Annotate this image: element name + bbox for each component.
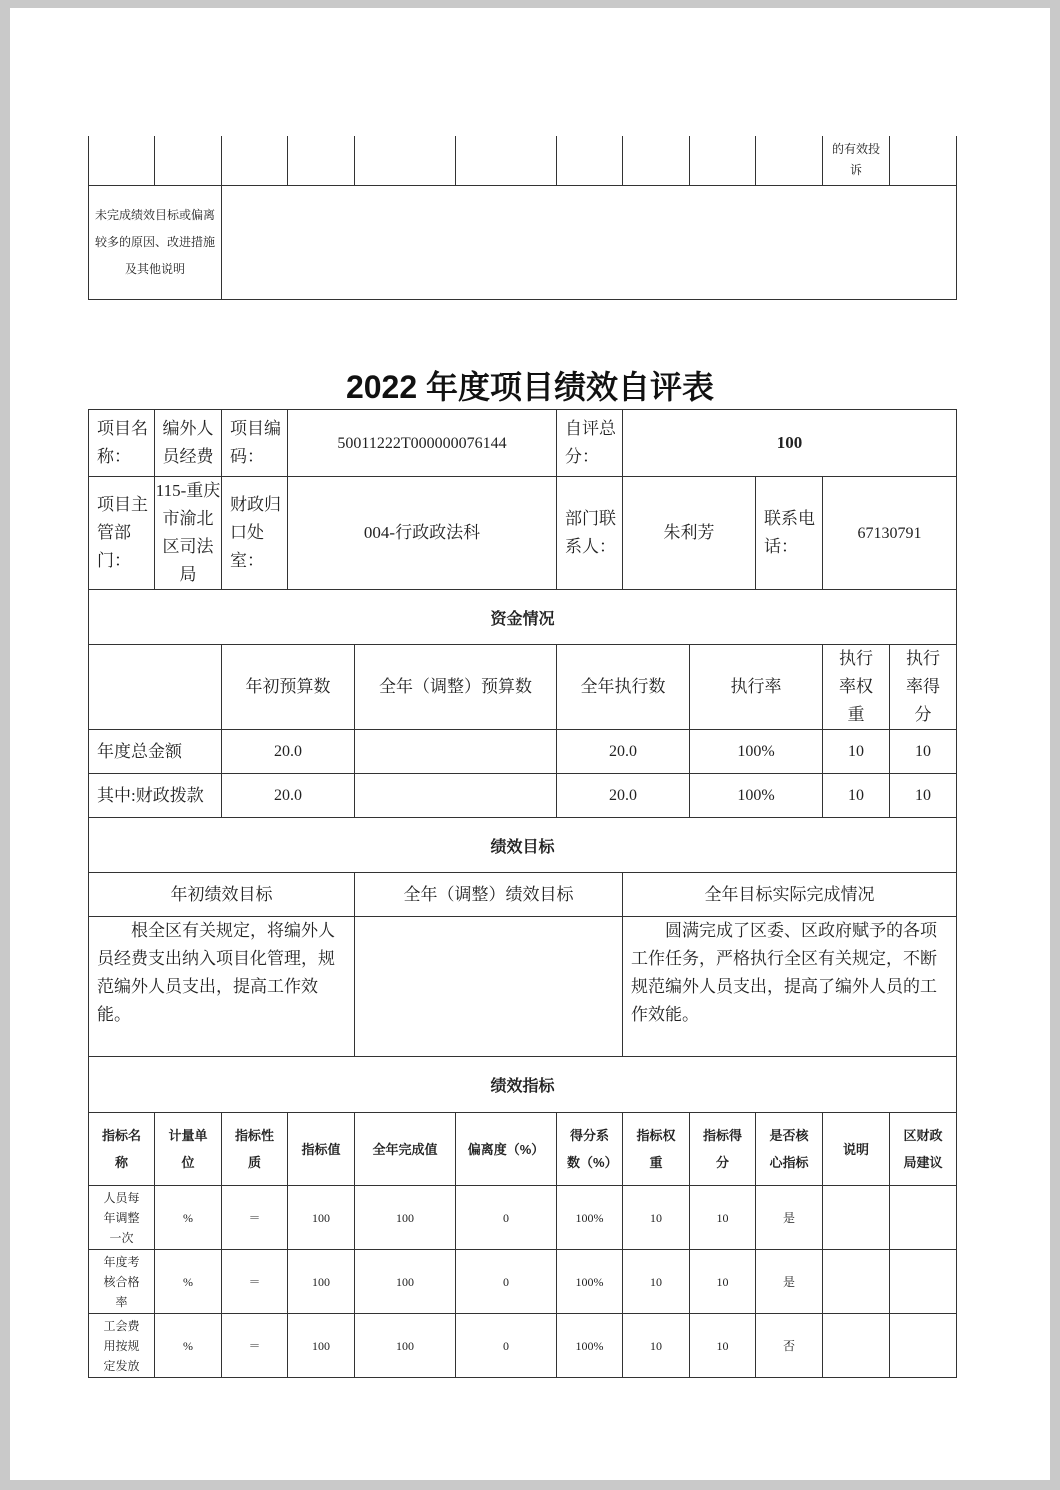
indicator-cell: %: [155, 1314, 222, 1378]
funds-cell: 10: [890, 730, 957, 774]
goals-actual-text: 圆满完成了区委、区政府赋予的各项工作任务，严格执行全区有关规定，不断规范编外人员支出，提高了编外人员的工作效能。: [623, 917, 957, 1057]
self-evaluation-table: [88, 409, 957, 1378]
goals-header-actual: 全年目标实际完成情况: [623, 873, 957, 917]
indicator-cell: 100: [355, 1186, 456, 1250]
indicator-cell: 100%: [557, 1250, 623, 1314]
indicator-cell: 100: [288, 1314, 355, 1378]
funds-cell: [355, 730, 557, 774]
continuation-table: [88, 136, 957, 300]
indicator-name: 年度考核合格率: [89, 1250, 155, 1314]
unfinished-label: 未完成绩效目标或偏离较多的原因、改进措施及其他说明: [89, 185, 222, 299]
indicator-name: 工会费用按规定发放: [89, 1314, 155, 1378]
dept-value: 115-重庆市渝北区司法局: [155, 477, 222, 590]
funds-cell: 100%: [690, 774, 823, 818]
indicator-cell: 是: [756, 1186, 823, 1250]
indicator-cell: 100: [355, 1250, 456, 1314]
funds-row-label: 年度总金额: [89, 730, 222, 774]
goals-initial-text: 根全区有关规定，将编外人员经费支出纳入项目化管理，规范编外人员支出，提高工作效能。: [89, 917, 355, 1057]
funds-row-label: 其中:财政拨款: [89, 774, 222, 818]
continuation-cell: 的有效投诉: [823, 136, 890, 185]
indicator-cell: %: [155, 1186, 222, 1250]
indicator-header: 全年完成值: [355, 1113, 456, 1186]
funds-cell: 20.0: [222, 774, 355, 818]
indicator-header: 指标性质: [222, 1113, 288, 1186]
funds-cell: [355, 774, 557, 818]
indicator-header: 指标得分: [690, 1113, 756, 1186]
funds-header-executed: 全年执行数: [557, 645, 690, 730]
funds-cell: 10: [890, 774, 957, 818]
funds-cell: 20.0: [557, 730, 690, 774]
indicator-cell: 100: [288, 1186, 355, 1250]
indicator-name: 人员每年调整一次: [89, 1186, 155, 1250]
project-name-label: 项目名称：: [89, 410, 155, 477]
funds-header-rate-score: 执行率得分: [890, 645, 957, 730]
indicator-cell: 10: [623, 1250, 690, 1314]
funds-header-empty: [89, 645, 222, 730]
indicator-cell: [823, 1250, 890, 1314]
indicator-cell: [890, 1186, 957, 1250]
indicator-cell: 否: [756, 1314, 823, 1378]
project-code: 50011222T000000076144: [288, 410, 557, 477]
funds-cell: 20.0: [557, 774, 690, 818]
contact-value: 朱利芳: [623, 477, 756, 590]
indicator-cell: ＝: [222, 1314, 288, 1378]
indicator-header: 偏离度（%）: [456, 1113, 557, 1186]
indicator-cell: 10: [623, 1314, 690, 1378]
funds-section-title: 资金情况: [89, 590, 957, 645]
indicator-cell: 100%: [557, 1186, 623, 1250]
indicator-header: 得分系数（%）: [557, 1113, 623, 1186]
project-name: 编外人员经费: [155, 410, 222, 477]
funds-header-rate: 执行率: [690, 645, 823, 730]
score-label: 自评总分：: [557, 410, 623, 477]
funds-cell: 10: [823, 774, 890, 818]
indicator-header: 计量单位: [155, 1113, 222, 1186]
funds-cell: 20.0: [222, 730, 355, 774]
indicator-header: 是否核心指标: [756, 1113, 823, 1186]
goals-section-title: 绩效目标: [89, 818, 957, 873]
indicator-cell: 0: [456, 1186, 557, 1250]
goals-header-initial: 年初绩效目标: [89, 873, 355, 917]
office-value: 004-行政政法科: [288, 477, 557, 590]
total-score: 100: [623, 410, 957, 477]
indicator-header: 指标权重: [623, 1113, 690, 1186]
office-label: 财政归口处室：: [222, 477, 288, 590]
funds-header-adjusted-budget: 全年（调整）预算数: [355, 645, 557, 730]
document-page: [10, 8, 1050, 1480]
indicator-cell: ＝: [222, 1250, 288, 1314]
indicator-cell: [823, 1314, 890, 1378]
goals-adjusted-text: [355, 917, 623, 1057]
indicator-cell: [823, 1186, 890, 1250]
indicators-section-title: 绩效指标: [89, 1057, 957, 1113]
indicator-header: 区财政局建议: [890, 1113, 957, 1186]
indicator-cell: 100: [288, 1250, 355, 1314]
contact-label: 部门联系人：: [557, 477, 623, 590]
indicator-cell: [890, 1250, 957, 1314]
funds-header-rate-weight: 执行率权重: [823, 645, 890, 730]
phone-label: 联系电话：: [756, 477, 823, 590]
indicator-cell: 100: [355, 1314, 456, 1378]
indicator-cell: 是: [756, 1250, 823, 1314]
project-code-label: 项目编码：: [222, 410, 288, 477]
indicator-cell: 10: [690, 1186, 756, 1250]
indicator-cell: 10: [623, 1186, 690, 1250]
indicator-cell: 100%: [557, 1314, 623, 1378]
page-title: 2022 年度项目绩效自评表: [345, 369, 715, 405]
phone-value: 67130791: [823, 477, 957, 590]
indicator-cell: %: [155, 1250, 222, 1314]
indicator-cell: 10: [690, 1250, 756, 1314]
unfinished-value: [222, 185, 957, 299]
indicator-header: 指标名称: [89, 1113, 155, 1186]
indicator-header: 说明: [823, 1113, 890, 1186]
indicator-cell: ＝: [222, 1186, 288, 1250]
funds-cell: 10: [823, 730, 890, 774]
indicator-cell: 0: [456, 1250, 557, 1314]
indicator-cell: 0: [456, 1314, 557, 1378]
goals-header-adjusted: 全年（调整）绩效目标: [355, 873, 623, 917]
funds-header-initial-budget: 年初预算数: [222, 645, 355, 730]
funds-cell: 100%: [690, 730, 823, 774]
indicator-header: 指标值: [288, 1113, 355, 1186]
indicator-cell: 10: [690, 1314, 756, 1378]
indicator-cell: [890, 1314, 957, 1378]
dept-label: 项目主管部门：: [89, 477, 155, 590]
